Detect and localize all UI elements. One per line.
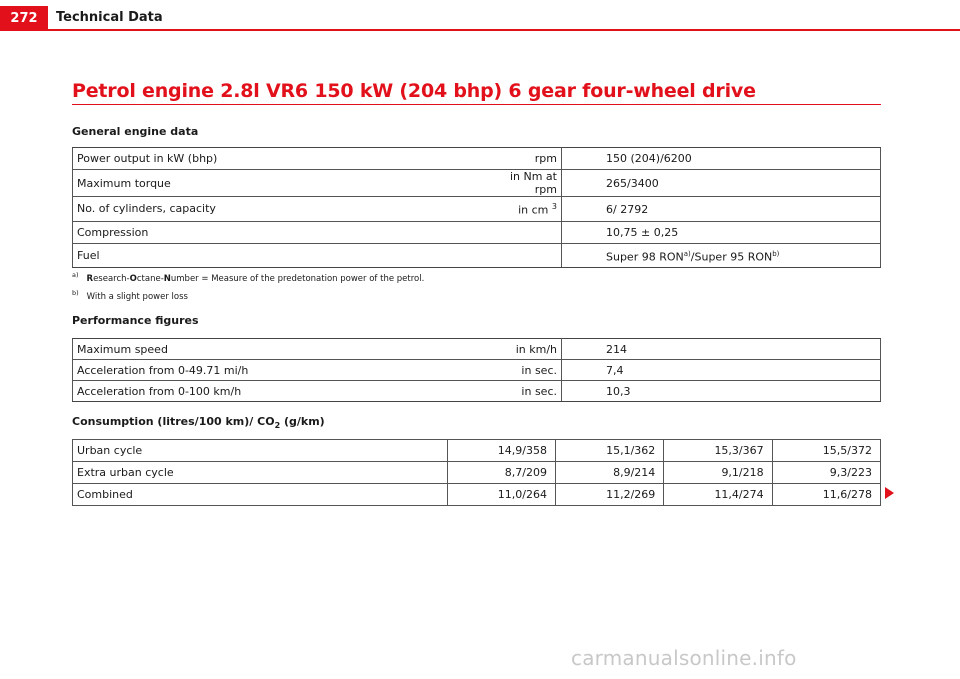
- section-rule: [72, 104, 881, 105]
- row-value: 11,2/269: [555, 484, 663, 506]
- row-label: Acceleration from 0-49.71 mi/h: [73, 360, 482, 381]
- row-label: Combined: [73, 484, 448, 506]
- row-unit: [481, 222, 562, 244]
- row-value: [562, 244, 881, 268]
- page-number: 272: [0, 6, 48, 30]
- row-value: 15,1/362: [555, 440, 663, 462]
- footnote-b: $^{b)}$ With a slight power loss: [72, 289, 188, 302]
- row-unit: in Nm at rpm: [481, 170, 562, 197]
- row-value: 10,75 ± 0,25: [562, 222, 881, 244]
- consumption-heading: Consumption (litres/100 km)/ $CO_2$ (g/km): [72, 415, 325, 431]
- table-row: [73, 170, 881, 197]
- general-heading: General engine data: [72, 125, 199, 138]
- table-row: [73, 360, 881, 381]
- row-value: 265/3400: [562, 170, 881, 197]
- table-row: [73, 484, 881, 506]
- watermark: carmanualsonline.info: [571, 646, 797, 670]
- consumption-table: [72, 439, 881, 506]
- table-row: [73, 381, 881, 402]
- row-value: 6/ 2792: [562, 197, 881, 222]
- row-unit: [481, 197, 562, 222]
- row-value: 214: [562, 339, 881, 360]
- row-value: 9,3/223: [772, 462, 880, 484]
- row-value: 10,3: [562, 381, 881, 402]
- row-value: 9,1/218: [664, 462, 772, 484]
- row-value: 11,4/274: [664, 484, 772, 506]
- table-row: [73, 440, 881, 462]
- row-label: Fuel: [73, 244, 482, 268]
- table-row: [73, 197, 881, 222]
- row-value: 11,0/264: [447, 484, 555, 506]
- table-row: [73, 339, 881, 360]
- footnote-ref-b: b): [772, 250, 780, 259]
- row-label: Urban cycle: [73, 440, 448, 462]
- row-label: Acceleration from 0-100 km/h: [73, 381, 482, 402]
- row-value: 14,9/358: [447, 440, 555, 462]
- section-title: Petrol engine 2.8l VR6 150 kW (204 bhp) 6 gear four-wheel drive: [72, 80, 756, 102]
- general-engine-table: [72, 147, 881, 268]
- row-value: 15,5/372: [772, 440, 880, 462]
- unit-text: in cm: [518, 203, 549, 217]
- row-label: Compression: [73, 222, 482, 244]
- row-unit: in sec.: [481, 360, 562, 381]
- header-title: Technical Data: [56, 10, 163, 25]
- table-row: [73, 244, 881, 268]
- footnote-mark: b): [72, 289, 79, 297]
- performance-heading: Performance figures: [72, 314, 199, 327]
- table-row: [73, 222, 881, 244]
- row-label: No. of cylinders, capacity: [73, 197, 482, 222]
- table-row: [73, 462, 881, 484]
- row-value: 8,9/214: [555, 462, 663, 484]
- page-header: [0, 0, 960, 31]
- row-unit: rpm: [481, 148, 562, 170]
- footnote-a: $^{a)}$ Research-Octane-Number = Measure of the predetonation power of the petrol.: [72, 271, 425, 284]
- row-unit: in km/h: [481, 339, 562, 360]
- next-page-arrow-icon[interactable]: [885, 487, 894, 499]
- unit-superscript: 3: [551, 201, 557, 211]
- row-value: 7,4: [562, 360, 881, 381]
- row-value: 150 (204)/6200: [562, 148, 881, 170]
- row-unit: in sec.: [481, 381, 562, 402]
- row-label: Maximum speed: [73, 339, 482, 360]
- row-label: Power output in kW (bhp): [73, 148, 482, 170]
- footnote-mark: a): [72, 271, 79, 279]
- table-row: [73, 148, 881, 170]
- footnote-ref-a: a): [683, 250, 691, 259]
- row-unit: [481, 244, 562, 268]
- performance-table: [72, 338, 881, 402]
- fuel-value-a: Super 98 RON: [606, 251, 684, 264]
- row-label: Extra urban cycle: [73, 462, 448, 484]
- row-label: Maximum torque: [73, 170, 482, 197]
- fuel-value-b: /Super 95 RON: [690, 251, 773, 264]
- header-rule: [0, 29, 960, 31]
- row-value: 11,6/278: [772, 484, 880, 506]
- row-value: 8,7/209: [447, 462, 555, 484]
- row-value: 15,3/367: [664, 440, 772, 462]
- footnotes: [72, 268, 424, 304]
